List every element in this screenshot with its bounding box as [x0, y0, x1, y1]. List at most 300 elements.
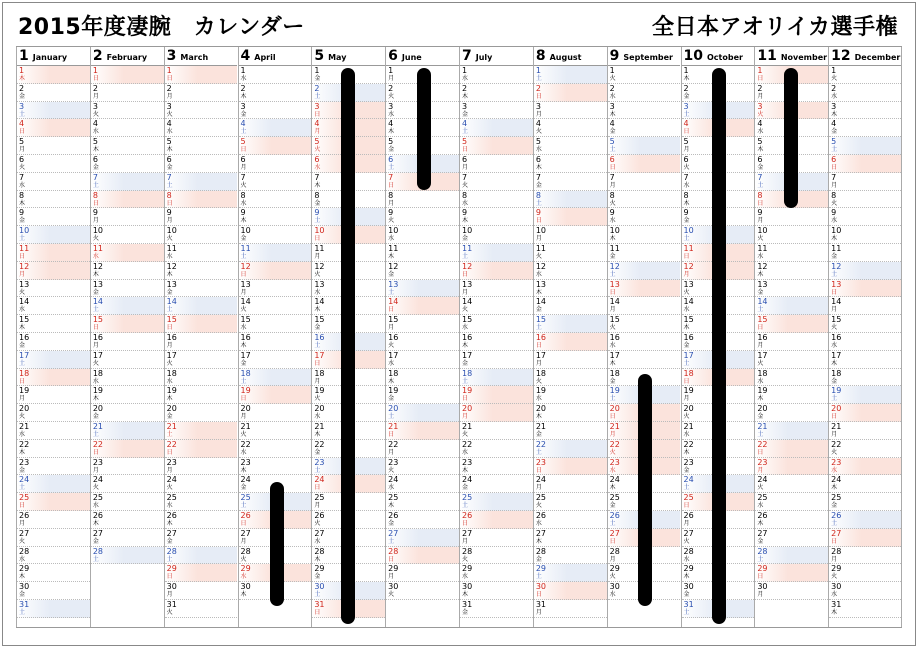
day-cell[interactable] — [165, 582, 238, 600]
day-cell[interactable] — [239, 119, 312, 137]
weekday-label: 火 — [831, 75, 838, 82]
day-cell[interactable] — [608, 208, 681, 226]
day-cell[interactable] — [165, 208, 238, 226]
day-cell[interactable] — [608, 191, 681, 209]
day-cell[interactable] — [460, 280, 533, 298]
day-cell[interactable] — [755, 280, 828, 298]
day-cell[interactable] — [755, 386, 828, 404]
day-cell[interactable] — [91, 333, 164, 351]
day-cell[interactable] — [755, 208, 828, 226]
day-cell[interactable] — [17, 440, 90, 458]
day-cell[interactable] — [165, 102, 238, 120]
day-cell[interactable] — [829, 351, 901, 369]
day-cell[interactable] — [17, 475, 90, 493]
day-cell[interactable] — [165, 475, 238, 493]
day-number: 20 — [314, 404, 325, 414]
day-cell[interactable] — [91, 404, 164, 422]
day-cell[interactable] — [534, 280, 607, 298]
day-cell[interactable] — [386, 315, 459, 333]
day-cell[interactable] — [91, 386, 164, 404]
day-cell[interactable] — [165, 119, 238, 137]
day-cell[interactable] — [165, 369, 238, 387]
day-cell[interactable] — [534, 475, 607, 493]
day-cell[interactable] — [460, 155, 533, 173]
day-cell[interactable] — [755, 333, 828, 351]
day-cell[interactable] — [91, 137, 164, 155]
day-cell[interactable] — [91, 369, 164, 387]
day-cell[interactable] — [755, 582, 828, 600]
day-cell[interactable] — [239, 315, 312, 333]
day-cell[interactable] — [534, 511, 607, 529]
day-cell[interactable] — [91, 315, 164, 333]
day-cell[interactable] — [460, 547, 533, 565]
day-cell[interactable] — [17, 280, 90, 298]
day-cell[interactable] — [17, 386, 90, 404]
day-cell[interactable] — [534, 564, 607, 582]
day-cell[interactable] — [386, 475, 459, 493]
day-cell[interactable] — [17, 547, 90, 565]
day-cell[interactable] — [829, 102, 901, 120]
day-cell[interactable] — [608, 84, 681, 102]
day-cell[interactable] — [17, 173, 90, 191]
day-cell[interactable] — [460, 564, 533, 582]
day-cell[interactable] — [534, 155, 607, 173]
day-cell[interactable] — [239, 137, 312, 155]
day-cell[interactable] — [460, 244, 533, 262]
day-cell[interactable] — [829, 297, 901, 315]
day-cell[interactable] — [239, 386, 312, 404]
day-cell[interactable] — [829, 226, 901, 244]
weekday-label: 金 — [388, 395, 395, 403]
day-cell[interactable] — [239, 191, 312, 209]
day-cell[interactable] — [460, 369, 533, 387]
day-cell[interactable] — [91, 458, 164, 476]
day-cell[interactable] — [829, 422, 901, 440]
day-cell[interactable] — [829, 244, 901, 262]
day-cell[interactable] — [239, 280, 312, 298]
day-cell[interactable] — [91, 422, 164, 440]
day-cell[interactable] — [829, 333, 901, 351]
day-cell[interactable] — [386, 511, 459, 529]
day-cell[interactable] — [165, 315, 238, 333]
day-cell[interactable] — [386, 208, 459, 226]
day-cell[interactable] — [17, 226, 90, 244]
day-cell[interactable] — [534, 386, 607, 404]
day-number: 12 — [240, 261, 251, 271]
day-number: 23 — [757, 457, 768, 467]
month-header — [829, 47, 901, 66]
day-cell[interactable] — [460, 262, 533, 280]
day-cell[interactable] — [608, 119, 681, 137]
day-cell[interactable] — [534, 493, 607, 511]
day-cell[interactable] — [386, 440, 459, 458]
day-cell[interactable] — [386, 191, 459, 209]
day-cell[interactable] — [829, 119, 901, 137]
day-cell[interactable] — [239, 404, 312, 422]
day-cell[interactable] — [534, 351, 607, 369]
day-cell[interactable] — [386, 244, 459, 262]
day-cell[interactable] — [165, 440, 238, 458]
day-cell[interactable] — [17, 155, 90, 173]
day-cell[interactable] — [17, 351, 90, 369]
day-cell[interactable] — [534, 529, 607, 547]
day-cell[interactable] — [386, 422, 459, 440]
day-cell[interactable] — [534, 440, 607, 458]
day-cell[interactable] — [386, 226, 459, 244]
day-cell[interactable] — [17, 119, 90, 137]
day-number: 18 — [462, 368, 473, 378]
day-cell[interactable] — [829, 440, 901, 458]
day-cell[interactable] — [91, 102, 164, 120]
weekday-label: 月 — [757, 92, 764, 100]
day-cell[interactable] — [460, 208, 533, 226]
day-cell[interactable] — [165, 333, 238, 351]
day-cell[interactable] — [386, 297, 459, 315]
day-cell[interactable] — [239, 351, 312, 369]
day-cell[interactable] — [460, 440, 533, 458]
day-cell[interactable] — [17, 511, 90, 529]
day-cell[interactable] — [460, 102, 533, 120]
day-cell[interactable] — [91, 244, 164, 262]
day-cell[interactable] — [608, 137, 681, 155]
day-cell[interactable] — [534, 84, 607, 102]
day-cell[interactable] — [460, 226, 533, 244]
day-cell[interactable] — [460, 529, 533, 547]
day-cell[interactable] — [91, 155, 164, 173]
day-cell[interactable] — [91, 475, 164, 493]
day-cell[interactable] — [460, 458, 533, 476]
day-cell[interactable] — [534, 404, 607, 422]
day-number: 17 — [166, 350, 177, 360]
day-cell[interactable] — [755, 262, 828, 280]
day-cell[interactable] — [91, 440, 164, 458]
day-cell[interactable] — [755, 422, 828, 440]
day-cell[interactable] — [460, 475, 533, 493]
day-cell[interactable] — [165, 262, 238, 280]
day-cell[interactable] — [17, 262, 90, 280]
day-cell[interactable] — [829, 475, 901, 493]
day-cell[interactable] — [534, 600, 607, 618]
day-cell[interactable] — [460, 137, 533, 155]
day-cell[interactable] — [460, 84, 533, 102]
day-cell[interactable] — [386, 547, 459, 565]
day-cell[interactable] — [460, 600, 533, 618]
day-number: 14 — [683, 297, 694, 307]
day-cell[interactable] — [608, 315, 681, 333]
day-cell[interactable] — [91, 280, 164, 298]
weekday-label: 火 — [683, 537, 690, 545]
day-cell[interactable] — [608, 226, 681, 244]
day-cell[interactable] — [534, 66, 607, 84]
weekday-label: 木 — [388, 128, 395, 136]
day-cell[interactable] — [17, 191, 90, 209]
day-cell[interactable] — [17, 582, 90, 600]
day-cell[interactable] — [386, 404, 459, 422]
day-cell[interactable] — [755, 547, 828, 565]
day-cell[interactable] — [460, 297, 533, 315]
day-cell[interactable] — [165, 84, 238, 102]
day-cell[interactable] — [91, 351, 164, 369]
day-cell[interactable] — [386, 582, 459, 600]
day-cell[interactable] — [829, 369, 901, 387]
day-cell[interactable] — [829, 511, 901, 529]
day-cell[interactable] — [829, 315, 901, 333]
day-cell[interactable] — [829, 404, 901, 422]
day-cell[interactable] — [17, 404, 90, 422]
day-cell[interactable] — [608, 244, 681, 262]
day-cell[interactable] — [165, 191, 238, 209]
day-cell[interactable] — [165, 422, 238, 440]
day-cell[interactable] — [239, 422, 312, 440]
day-cell[interactable] — [165, 493, 238, 511]
day-cell[interactable] — [460, 173, 533, 191]
day-cell[interactable] — [386, 351, 459, 369]
day-cell[interactable] — [91, 119, 164, 137]
day-cell[interactable] — [755, 244, 828, 262]
day-cell[interactable] — [829, 173, 901, 191]
day-cell[interactable] — [386, 386, 459, 404]
day-cell[interactable] — [17, 137, 90, 155]
day-cell[interactable] — [386, 529, 459, 547]
day-cell[interactable] — [755, 440, 828, 458]
day-cell[interactable] — [829, 547, 901, 565]
day-cell[interactable] — [17, 564, 90, 582]
day-cell[interactable] — [608, 333, 681, 351]
day-cell[interactable] — [239, 244, 312, 262]
day-cell[interactable] — [239, 173, 312, 191]
day-cell[interactable] — [460, 351, 533, 369]
day-cell[interactable] — [386, 262, 459, 280]
day-cell[interactable] — [755, 404, 828, 422]
weekday-label: 土 — [831, 270, 838, 278]
weekday-label: 金 — [757, 537, 764, 545]
day-cell[interactable] — [534, 208, 607, 226]
day-number: 27 — [166, 528, 177, 538]
day-cell[interactable] — [17, 208, 90, 226]
day-cell[interactable] — [829, 600, 901, 618]
day-cell[interactable] — [17, 102, 90, 120]
day-cell[interactable] — [386, 458, 459, 476]
day-cell[interactable] — [460, 511, 533, 529]
day-cell[interactable] — [386, 333, 459, 351]
day-cell[interactable] — [17, 297, 90, 315]
day-cell[interactable] — [534, 297, 607, 315]
day-cell[interactable] — [239, 369, 312, 387]
day-cell[interactable] — [608, 155, 681, 173]
day-cell[interactable] — [829, 66, 901, 84]
day-cell[interactable] — [91, 262, 164, 280]
day-cell[interactable] — [534, 262, 607, 280]
day-cell[interactable] — [534, 369, 607, 387]
month-number: 11 — [757, 48, 777, 64]
day-cell[interactable] — [534, 422, 607, 440]
day-cell[interactable] — [386, 280, 459, 298]
day-cell[interactable] — [91, 226, 164, 244]
day-cell[interactable] — [829, 564, 901, 582]
day-cell[interactable] — [91, 208, 164, 226]
day-cell[interactable] — [755, 493, 828, 511]
day-cell[interactable] — [17, 600, 90, 618]
day-cell[interactable] — [534, 547, 607, 565]
day-cell[interactable] — [534, 119, 607, 137]
day-cell[interactable] — [460, 582, 533, 600]
day-cell[interactable] — [755, 458, 828, 476]
day-cell[interactable] — [91, 547, 164, 565]
weekday-label: 金 — [19, 217, 26, 225]
day-cell[interactable] — [755, 226, 828, 244]
day-cell[interactable] — [534, 244, 607, 262]
weekday-label: 木 — [831, 235, 838, 243]
day-cell[interactable] — [165, 137, 238, 155]
day-cell[interactable] — [165, 529, 238, 547]
day-cell[interactable] — [534, 191, 607, 209]
day-cell[interactable] — [829, 529, 901, 547]
day-number: 26 — [166, 510, 177, 520]
day-cell[interactable] — [165, 386, 238, 404]
day-cell[interactable] — [165, 173, 238, 191]
day-number: 22 — [462, 439, 473, 449]
day-cell[interactable] — [755, 297, 828, 315]
day-cell[interactable] — [608, 297, 681, 315]
day-cell[interactable] — [17, 458, 90, 476]
day-cell[interactable] — [91, 66, 164, 84]
day-cell[interactable] — [239, 333, 312, 351]
day-cell[interactable] — [17, 333, 90, 351]
day-cell[interactable] — [17, 84, 90, 102]
weekday-label: 金 — [240, 484, 247, 492]
day-cell[interactable] — [829, 137, 901, 155]
day-cell[interactable] — [165, 564, 238, 582]
day-cell[interactable] — [460, 191, 533, 209]
day-cell[interactable] — [239, 84, 312, 102]
day-cell[interactable] — [91, 173, 164, 191]
day-number: 17 — [92, 350, 104, 360]
day-cell[interactable] — [608, 102, 681, 120]
day-cell[interactable] — [460, 422, 533, 440]
day-cell[interactable] — [239, 262, 312, 280]
day-cell[interactable] — [829, 280, 901, 298]
day-cell[interactable] — [829, 493, 901, 511]
day-cell[interactable] — [386, 564, 459, 582]
day-cell[interactable] — [460, 386, 533, 404]
day-cell[interactable] — [239, 440, 312, 458]
day-cell[interactable] — [165, 351, 238, 369]
month-number: 3 — [166, 48, 177, 64]
day-cell[interactable] — [165, 226, 238, 244]
day-cell[interactable] — [608, 173, 681, 191]
day-cell[interactable] — [239, 102, 312, 120]
day-cell[interactable] — [91, 191, 164, 209]
day-cell[interactable] — [165, 511, 238, 529]
day-cell[interactable] — [239, 297, 312, 315]
day-number: 3 — [609, 101, 615, 111]
day-cell[interactable] — [460, 315, 533, 333]
day-cell[interactable] — [386, 369, 459, 387]
day-cell[interactable] — [829, 458, 901, 476]
day-cell[interactable] — [239, 226, 312, 244]
day-cell[interactable] — [460, 66, 533, 84]
day-cell[interactable] — [608, 351, 681, 369]
day-cell[interactable] — [239, 155, 312, 173]
day-cell[interactable] — [608, 66, 681, 84]
day-cell[interactable] — [534, 315, 607, 333]
day-cell[interactable] — [755, 529, 828, 547]
day-cell[interactable] — [829, 386, 901, 404]
day-cell[interactable] — [239, 66, 312, 84]
day-number: 10 — [683, 226, 694, 236]
day-cell[interactable] — [829, 84, 901, 102]
day-cell[interactable] — [165, 458, 238, 476]
weekday-label: 土 — [757, 306, 764, 314]
day-cell[interactable] — [165, 155, 238, 173]
day-cell[interactable] — [534, 458, 607, 476]
day-cell[interactable] — [829, 262, 901, 280]
day-cell[interactable] — [386, 493, 459, 511]
day-number: 18 — [757, 368, 768, 378]
day-cell[interactable] — [755, 351, 828, 369]
day-cell[interactable] — [91, 297, 164, 315]
day-cell[interactable] — [165, 547, 238, 565]
day-cell[interactable] — [239, 208, 312, 226]
day-cell[interactable] — [165, 244, 238, 262]
month-header — [17, 47, 90, 66]
day-cell[interactable] — [17, 422, 90, 440]
day-cell[interactable] — [17, 493, 90, 511]
day-cell[interactable] — [755, 475, 828, 493]
day-cell[interactable] — [829, 155, 901, 173]
day-cell[interactable] — [755, 564, 828, 582]
day-cell[interactable] — [608, 280, 681, 298]
month-number: 9 — [609, 48, 620, 64]
day-cell[interactable] — [829, 208, 901, 226]
weekday-label: 金 — [314, 75, 321, 82]
day-cell[interactable] — [91, 84, 164, 102]
day-cell[interactable] — [534, 173, 607, 191]
day-cell[interactable] — [91, 493, 164, 511]
day-cell[interactable] — [17, 369, 90, 387]
day-cell[interactable] — [534, 333, 607, 351]
day-cell[interactable] — [17, 66, 90, 84]
day-cell[interactable] — [165, 280, 238, 298]
day-cell[interactable] — [608, 262, 681, 280]
day-cell[interactable] — [91, 529, 164, 547]
day-cell[interactable] — [17, 529, 90, 547]
day-cell[interactable] — [91, 511, 164, 529]
day-cell[interactable] — [460, 404, 533, 422]
day-cell[interactable] — [165, 66, 238, 84]
day-cell[interactable] — [165, 404, 238, 422]
day-cell[interactable] — [829, 582, 901, 600]
day-cell[interactable] — [239, 458, 312, 476]
day-cell[interactable] — [460, 493, 533, 511]
day-cell[interactable] — [460, 119, 533, 137]
weekday-label: 木 — [240, 217, 247, 225]
day-cell[interactable] — [534, 102, 607, 120]
day-cell[interactable] — [829, 191, 901, 209]
day-cell[interactable] — [17, 315, 90, 333]
day-cell[interactable] — [165, 297, 238, 315]
day-cell[interactable] — [17, 244, 90, 262]
day-cell[interactable] — [534, 226, 607, 244]
day-cell[interactable] — [755, 315, 828, 333]
day-cell[interactable] — [460, 333, 533, 351]
day-cell[interactable] — [534, 137, 607, 155]
day-cell[interactable] — [755, 511, 828, 529]
day-cell[interactable] — [534, 582, 607, 600]
day-number: 7 — [535, 172, 541, 182]
day-cell[interactable] — [755, 369, 828, 387]
day-cell[interactable] — [165, 600, 238, 618]
